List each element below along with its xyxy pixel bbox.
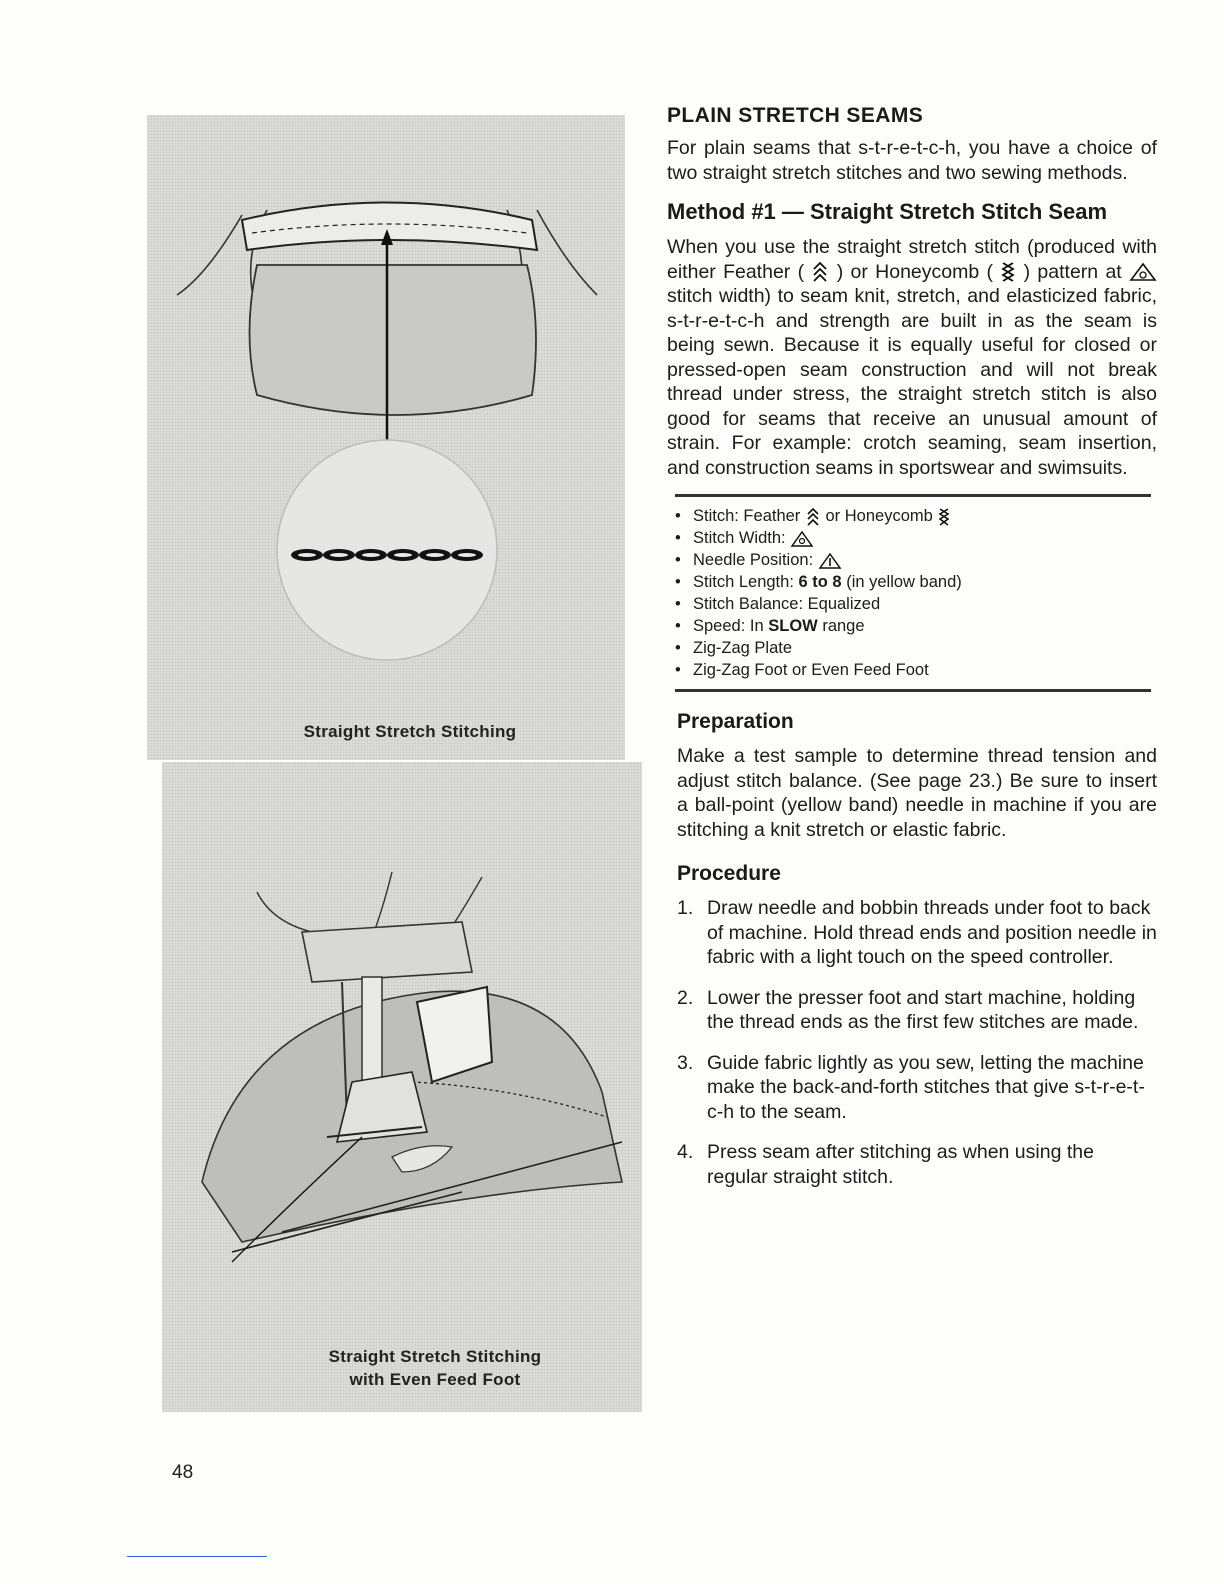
feather-stitch-icon: [811, 261, 829, 283]
honeycomb-stitch-icon: [937, 507, 951, 527]
procedure-step: [677, 1140, 1157, 1189]
preparation-text: Make a test sample to determine thread tension and adjust stitch balance. (See page 23.) Be sure to insert a ball-point (yellow band) needle in machine if you are stitching a knit stretch or elastic fabric.: [677, 745, 1157, 841]
method-text-c: ) pattern at: [1023, 260, 1122, 283]
figure-caption-top: Straight Stretch Stitching: [303, 722, 517, 741]
caption-line-2: with Even Feed Foot: [349, 1370, 521, 1389]
figure-caption-bottom: [165, 1345, 705, 1391]
procedure-step: [677, 896, 1157, 970]
setting-length-note: (in yellow band): [846, 573, 962, 591]
section-intro: For plain seams that s-t-r-e-t-c-h, you have a choice of two straight stretch stitches and two sewing methods.: [667, 137, 1157, 184]
page-number: 48: [172, 1462, 194, 1483]
method-text-d: stitch width) to seam knit, stretch, and elasticized fabric, s-t-r-e-t-c-h and strength are built in as the seam is being sewn. Because it is equally useful for closed or pressed-open seam construction and will not break thread under stress, the straight stretch stitch is also good for seams that receive an unusual amount of strain. For example: crotch seaming, seam insertion, and construction seams in sportswear and swimsuits.: [667, 285, 1157, 479]
setting-width: [675, 527, 1157, 549]
procedure-step: [677, 1051, 1157, 1125]
setting-stitch: [675, 505, 1157, 527]
step-text: Lower the presser foot and start machine, holding the thread ends as the first few stitches are made.: [707, 986, 1139, 1033]
section-title: PLAIN STRETCH SEAMS: [667, 104, 924, 127]
setting-foot: • Zig-Zag Foot or Even Feed Foot: [675, 659, 1157, 681]
method-text-b: ) or Honeycomb (: [836, 260, 994, 283]
honeycomb-stitch-icon: [1000, 261, 1016, 283]
divider-top: [675, 494, 1151, 497]
setting-speed: [675, 615, 1157, 637]
footer-link-line: [127, 1556, 267, 1557]
stitch-width-icon: [790, 530, 814, 548]
setting-length-value: 6 to 8: [798, 573, 842, 591]
caption-line-1: Straight Stretch Stitching: [328, 1347, 542, 1366]
setting-speed-suffix: range: [822, 617, 865, 635]
text-column: [667, 104, 1157, 1205]
seam-garment-illustration: [147, 115, 625, 715]
even-feed-foot-illustration: [162, 762, 642, 1342]
step-number: 1.: [677, 897, 694, 919]
setting-length: [675, 571, 1157, 593]
setting-stitch-label: Stitch: Feather: [693, 507, 801, 525]
step-text: Draw needle and bobbin threads under foot to back of machine. Hold thread ends and position needle in fabric with a light touch on the speed controller.: [707, 897, 1157, 968]
step-text: Guide fabric lightly as you sew, letting the machine make the back-and-forth stitches that give s-t-r-e-t-c-h to the seam.: [707, 1051, 1145, 1123]
setting-stitch-or: or Honeycomb: [825, 507, 933, 525]
procedure-list: [677, 896, 1157, 1189]
stitch-width-icon: [1129, 262, 1157, 282]
method-text-a: When you use the straight stretch stitch (produced with either Feather (: [667, 236, 1157, 283]
setting-needle: [675, 549, 1157, 571]
step-number: 2.: [677, 986, 694, 1009]
procedure-heading: Procedure: [677, 862, 781, 885]
preparation-heading: Preparation: [677, 710, 794, 733]
step-text: Press seam after stitching as when using the regular straight stitch.: [707, 1141, 1094, 1188]
step-number: 3.: [677, 1051, 694, 1074]
setting-width-label: Stitch Width:: [693, 529, 786, 547]
setting-needle-label: Needle Position:: [693, 551, 814, 569]
divider-bottom: [675, 689, 1151, 692]
setting-plate: • Zig-Zag Plate: [675, 637, 1157, 659]
settings-list: [675, 505, 1157, 681]
setting-length-label: Stitch Length:: [693, 573, 794, 591]
method-paragraph: [667, 235, 1157, 480]
needle-position-icon: [818, 552, 842, 570]
procedure-step: [677, 986, 1157, 1035]
setting-speed-value: SLOW: [768, 617, 818, 635]
method-heading: Method #1 — Straight Stretch Stitch Seam: [667, 199, 1108, 224]
setting-speed-label: Speed: In: [693, 617, 764, 635]
setting-balance: • Stitch Balance: Equalized: [675, 593, 1157, 615]
feather-stitch-icon: [805, 507, 821, 527]
step-number: 4.: [677, 1141, 694, 1163]
